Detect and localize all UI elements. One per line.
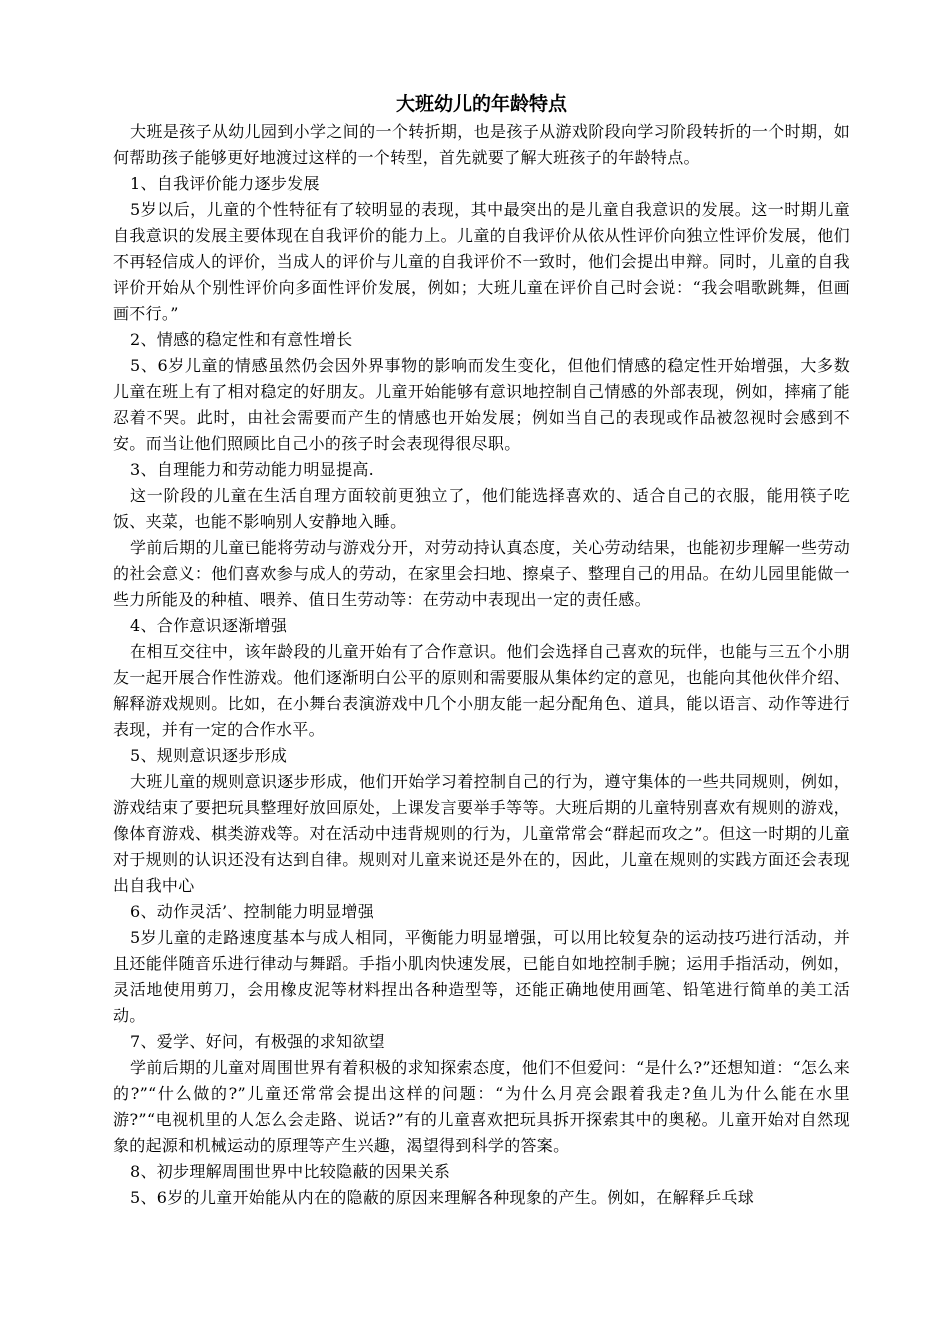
section-heading-7: 7、爱学、好问，有极强的求知欲望 <box>130 1032 385 1051</box>
document-title: 大班幼儿的年龄特点 <box>395 93 567 115</box>
section-body-6: 5岁儿童的走路速度基本与成人相同，平衡能力明显增强，可以用比较复杂的运动技巧进行活动，并且还能伴随音乐进行律动与舞蹈。手指小肌肉快速发展，已能自如地控制手腕；运用手指活动，例如，灵活地使用剪刀，会用橡皮泥等材料捏出各种造型等，还能正确地使用画笔、铅笔进行简单的美工活动。 <box>113 928 850 1025</box>
section-body-3a: 这一阶段的儿童在生活自理方面较前更独立了，他们能选择喜欢的、适合自己的衣服，能用筷子吃饭、夹菜，也能不影响别人安静地入睡。 <box>113 486 850 531</box>
section-heading-3: 3、自理能力和劳动能力明显提高. <box>130 460 375 479</box>
section-body-7: 学前后期的儿童对周围世界有着积极的求知探索态度，他们不但爱问：“是什么?”还想知道：“怎么来的?”“什么做的?”儿童还常常会提出这样的问题：“为什么月亮会跟着我走?鱼儿为什么能在水里游?”“电视机里的人怎么会走路、说话?”有的儿童喜欢把玩具拆开探索其中的奥秘。儿童开始对自然现象的起源和机械运动的原理等产生兴趣，渴望得到科学的答案。 <box>113 1058 850 1155</box>
section-heading-4: 4、合作意识逐渐增强 <box>130 616 288 635</box>
intro-paragraph: 大班是孩子从幼儿园到小学之间的一个转折期，也是孩子从游戏阶段向学习阶段转折的一个时期，如何帮助孩子能够更好地渡过这样的一个转型，首先就要了解大班孩子的年龄特点。 <box>113 122 850 167</box>
section-heading-8: 8、初步理解周围世界中比较隐蔽的因果关系 <box>130 1162 451 1181</box>
section-body-3b: 学前后期的儿童已能将劳动与游戏分开，对劳动持认真态度，关心劳动结果，也能初步理解一些劳动的社会意义：他们喜欢参与成人的劳动，在家里会扫地、擦桌子、整理自己的用品。在幼儿园里能做一些力所能及的种植、喂养、值日生劳动等：在劳动中表现出一定的责任感。 <box>113 538 850 609</box>
section-heading-2: 2、情感的稳定性和有意性增长 <box>130 330 353 349</box>
section-heading-1: 1、自我评价能力逐步发展 <box>130 174 320 193</box>
section-body-2: 5、6岁儿童的情感虽然仍会因外界事物的影响而发生变化，但他们情感的稳定性开始增强，大多数儿童在班上有了相对稳定的好朋友。儿童开始能够有意识地控制自己情感的外部表现，例如，摔痛了能忍着不哭。此时，由社会需要而产生的情感也开始发展；例如当自己的表现或作品被忽视时会感到不安。而当让他们照顾比自己小的孩子时会表现得很尽职。 <box>113 356 850 453</box>
section-body-5: 大班儿童的规则意识逐步形成，他们开始学习着控制自己的行为，遵守集体的一些共同规则，例如，游戏结束了要把玩具整理好放回原处，上课发言要举手等等。大班后期的儿童特别喜欢有规则的游戏，像体育游戏、棋类游戏等。对在活动中违背规则的行为，儿童常常会“群起而攻之”。但这一时期的儿童对于规则的认识还没有达到自律。规则对儿童来说还是外在的，因此，儿童在规则的实践方面还会表现出自我中心 <box>113 772 850 895</box>
section-body-8: 5、6岁的儿童开始能从内在的隐蔽的原因来理解各种现象的产生。例如，在解释乒乓球 <box>130 1188 755 1207</box>
section-heading-5: 5、规则意识逐步形成 <box>130 746 288 765</box>
document-page <box>113 91 850 1211</box>
section-body-1: 5岁以后，儿童的个性特征有了较明显的表现，其中最突出的是儿童自我意识的发展。这一时期儿童自我意识的发展主要体现在自我评价的能力上。儿童的自我评价从依从性评价向独立性评价发展，他们不再轻信成人的评价，当成人的评价与儿童的自我评价不一致时，他们会提出申辩。同时，儿童的自我评价开始从个别性评价向多面性评价发展，例如；大班儿童在评价自己时会说：“我会唱歌跳舞，但画画不行。” <box>113 200 850 323</box>
section-heading-6: 6、动作灵活’、控制能力明显增强 <box>130 902 375 921</box>
section-body-4: 在相互交往中，该年龄段的儿童开始有了合作意识。他们会选择自己喜欢的玩伴，也能与三五个小朋友一起开展合作性游戏。他们逐渐明白公平的原则和需要服从集体约定的意见，也能向其他伙伴介绍、解释游戏规则。比如，在小舞台表演游戏中几个小朋友能一起分配角色、道具，能以语言、动作等进行表现，并有一定的合作水平。 <box>113 642 850 739</box>
